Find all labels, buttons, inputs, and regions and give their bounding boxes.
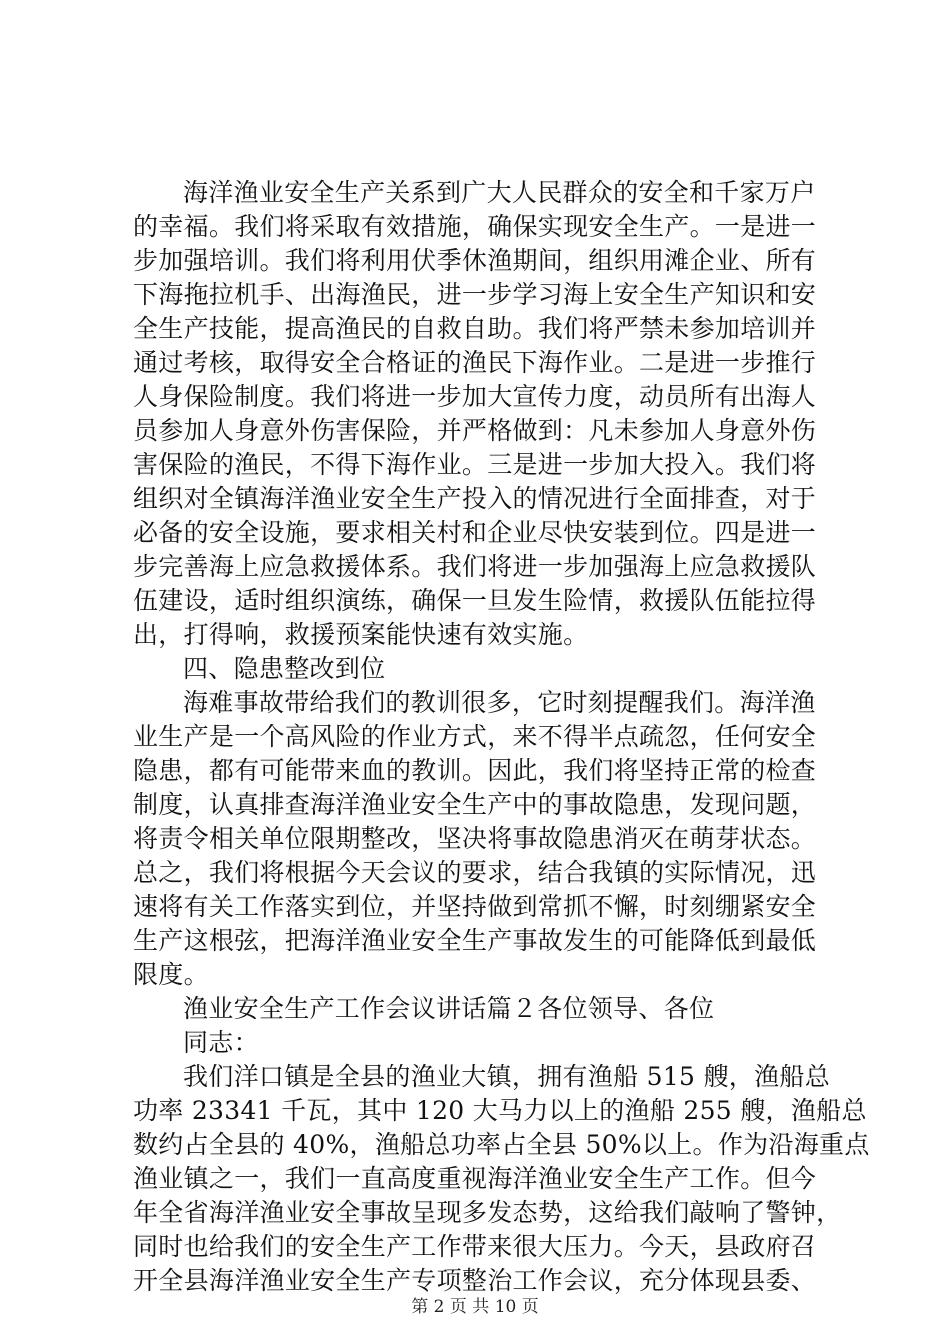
paragraph-line: 将责令相关单位限期整改，坚决将事故隐患消灭在萌芽状态。 [133, 824, 817, 853]
paragraph-line: 出，打得响，救援预案能快速有效实施。 [133, 620, 589, 649]
paragraph-line: 总之，我们将根据今天会议的要求，结合我镇的实际情况，迅 [133, 858, 817, 887]
paragraph-line: 全生产技能，提高渔民的自救自助。我们将严禁未参加培训并 [133, 314, 817, 343]
paragraph-line: 员参加人身意外伤害保险，并严格做到：凡未参加人身意外伤 [133, 416, 817, 445]
paragraph-line: 组织对全镇海洋渔业安全生产投入的情况进行全面排查，对于 [133, 484, 817, 513]
paragraph-line: 制度，认真排查海洋渔业安全生产中的事故隐患，发现问题， [133, 790, 817, 819]
paragraph-line: 年全省海洋渔业安全事故呈现多发态势，这给我们敲响了警钟， [133, 1198, 842, 1227]
salutation-line: 同志： [183, 1028, 259, 1057]
paragraph-line: 同时也给我们的安全生产工作带来很大压力。今天，县政府召 [133, 1232, 817, 1261]
paragraph-line: 人身保险制度。我们将进一步加大宣传力度，动员所有出海人 [133, 382, 817, 411]
paragraph-line: 海洋渔业安全生产关系到广大人民群众的安全和千家万户 [183, 178, 816, 207]
paragraph-line: 数约占全县的 40%，渔船总功率占全县 50%以上。作为沿海重点 [133, 1130, 870, 1159]
paragraph-line: 限度。 [133, 960, 209, 989]
paragraph-line: 开全县海洋渔业安全生产专项整治工作会议，充分体现县委、 [133, 1266, 817, 1295]
paragraph-line: 生产这根弦，把海洋渔业安全生产事故发生的可能降低到最低 [133, 926, 817, 955]
section-title-line: 渔业安全生产工作会议讲话篇２各位领导、各位 [183, 994, 715, 1023]
paragraph-line: 下海拖拉机手、出海渔民，进一步学习海上安全生产知识和安 [133, 280, 817, 309]
paragraph-line: 必备的安全设施，要求相关村和企业尽快安装到位。四是进一 [133, 518, 817, 547]
paragraph-line: 害保险的渔民，不得下海作业。三是进一步加大投入。我们将 [133, 450, 817, 479]
paragraph-line: 功率 23341 千瓦，其中 120 大马力以上的渔船 255 艘，渔船总 [133, 1096, 867, 1125]
paragraph-line: 我们洋口镇是全县的渔业大镇，拥有渔船 515 艘，渔船总 [183, 1062, 831, 1091]
paragraph-line: 业生产是一个高风险的作业方式，来不得半点疏忽，任何安全 [133, 722, 817, 751]
paragraph-line: 速将有关工作落实到位，并坚持做到常抓不懈，时刻绷紧安全 [133, 892, 817, 921]
paragraph-line: 海难事故带给我们的教训很多，它时刻提醒我们。海洋渔 [183, 688, 816, 717]
page-footer [0, 1296, 950, 1318]
paragraph-line: 步加强培训。我们将利用伏季休渔期间，组织用滩企业、所有 [133, 246, 817, 275]
paragraph-line: 通过考核，取得安全合格证的渔民下海作业。二是进一步推行 [133, 348, 817, 377]
section-heading: 四、隐患整改到位 [183, 654, 386, 683]
paragraph-line: 隐患，都有可能带来血的教训。因此，我们将坚持正常的检查 [133, 756, 817, 785]
paragraph-line: 的幸福。我们将采取有效措施，确保实现安全生产。一是进一 [133, 212, 817, 241]
document-body [133, 176, 870, 1298]
paragraph-line: 渔业镇之一，我们一直高度重视海洋渔业安全生产工作。但今 [133, 1164, 817, 1193]
paragraph-line: 步完善海上应急救援体系。我们将进一步加强海上应急救援队 [133, 552, 817, 581]
paragraph-line: 伍建设，适时组织演练，确保一旦发生险情，救援队伍能拉得 [133, 586, 817, 615]
page-number-label: 第 2 页 共 10 页 [411, 1297, 539, 1317]
